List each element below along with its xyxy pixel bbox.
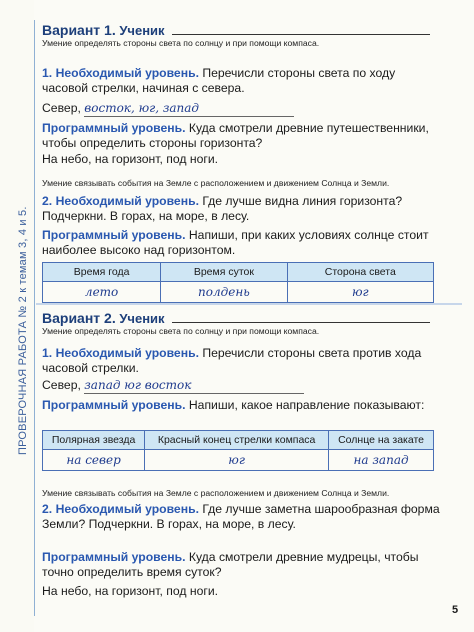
variant2-task1 [42, 346, 442, 376]
variant1-task1-start: Север, [42, 101, 81, 115]
variant1-table-cell[interactable]: лето [43, 282, 161, 303]
variant1-task2b-text: Напиши, при каких условиях солнце стоит наиболее высоко над горизонтом. [42, 228, 429, 257]
sidebar [0, 0, 34, 632]
variant1-task1b-answer: На небо, на горизонт, под ноги. [42, 152, 219, 166]
variant1-task2-num: 2. [42, 194, 53, 208]
variant1-task1-level: Необходимый уровень. [55, 66, 199, 80]
variant2-table-cell[interactable]: юг [145, 450, 329, 471]
variant1-table-cell[interactable]: полдень [161, 282, 287, 303]
variant2-task1b-level: Программный уровень. [42, 398, 186, 412]
variant1-task2b-level: Программный уровень. [42, 228, 186, 242]
margin-line [34, 20, 35, 616]
variant1-task1b-text: Куда смотрели древние путешественники, чтобы определить стороны горизонта? [42, 121, 429, 150]
variant1-task2b [42, 228, 442, 258]
variant1-table [42, 262, 434, 303]
variant1-table-header: Сторона света [287, 263, 433, 282]
variant1-task2 [42, 194, 442, 224]
variant2-task1-start: Север, [42, 378, 81, 392]
variant2-skill1: Умение определять стороны света по солнцу и при помощи компаса. [42, 326, 320, 336]
variant1-task1 [42, 66, 442, 96]
variant-divider [36, 303, 462, 305]
variant2-heading [42, 310, 442, 336]
variant2-table-header: Солнце на закате [329, 431, 434, 450]
page-number: 5 [452, 604, 459, 616]
variant2-task2-num: 2. [42, 502, 53, 516]
variant2-task1-level: Необходимый уровень. [55, 346, 199, 360]
variant1-heading [42, 22, 442, 48]
variant1-table-header: Время года [43, 263, 161, 282]
variant2-table-header: Красный конец стрелки компаса [145, 431, 329, 450]
variant1-table-header: Время суток [161, 263, 287, 282]
variant2-task1b [42, 398, 442, 413]
variant2-table-cell[interactable]: на север [43, 450, 145, 471]
variant1-table-cell[interactable]: юг [287, 282, 433, 303]
variant2-student-label: Ученик [119, 311, 165, 326]
variant2-task2b-text: Куда смотрели древние мудрецы, чтобы точно определить время суток? [42, 550, 419, 579]
variant1-table-wrap [42, 262, 442, 303]
variant1-task2-text: Где лучше видна линия горизонта? Подчеркни. В горах, на море, в лесу. [42, 194, 403, 223]
variant1-title: Вариант 1. [42, 22, 116, 38]
variant2-title: Вариант 2. [42, 310, 116, 326]
variant1-student-label: Ученик [119, 23, 165, 38]
variant2-task2b-answer: На небо, на горизонт, под ноги. [42, 584, 219, 598]
variant1-task1-num: 1. [42, 66, 53, 80]
variant2-task2b [42, 550, 442, 580]
variant1-task1b [42, 121, 442, 151]
variant2-task1-text: Перечисли стороны света против хода часовой стрелки. [42, 346, 422, 375]
variant2-task2b-level: Программный уровень. [42, 550, 186, 564]
variant2-table [42, 430, 434, 471]
variant2-table-wrap [42, 430, 442, 471]
variant2-task2-level: Необходимый уровень. [55, 502, 199, 516]
variant2-name-line[interactable] [172, 322, 430, 323]
variant2-task2 [42, 502, 442, 532]
variant1-task1-answer[interactable]: восток, юг, запад [84, 101, 294, 117]
variant1-task1-answer-row [42, 101, 442, 117]
variant1-skill2: Умение связывать события на Земле с расположением и движением Солнца и Земли. [42, 178, 390, 188]
variant2-task1b-text: Напиши, какое направление показывают: [188, 398, 425, 412]
variant2-task1-answer-row [42, 378, 442, 394]
sidebar-title: ПРОВЕРОЧНАЯ РАБОТА № 2 к темам 3, 4 и 5. [17, 206, 29, 455]
variant2-task1-num: 1. [42, 346, 53, 360]
variant2-task2-text: Где лучше заметна шарообразная форма Земли? Подчеркни. В горах, на море, в лесу. [42, 502, 440, 531]
variant2-table-header: Полярная звезда [43, 431, 145, 450]
variant1-task2-level: Необходимый уровень. [55, 194, 199, 208]
variant1-name-line[interactable] [172, 34, 430, 35]
variant1-task1b-level: Программный уровень. [42, 121, 186, 135]
variant1-skill1: Умение определять стороны света по солнцу и при помощи компаса. [42, 38, 320, 48]
variant2-skill2: Умение связывать события на Земле с расположением и движением Солнца и Земли. [42, 488, 390, 498]
variant2-task1-answer[interactable]: запад юг восток [84, 378, 304, 394]
variant2-table-cell[interactable]: на запад [329, 450, 434, 471]
variant1-task1-text: Перечисли стороны света по ходу часовой стрелки, начиная с севера. [42, 66, 396, 95]
